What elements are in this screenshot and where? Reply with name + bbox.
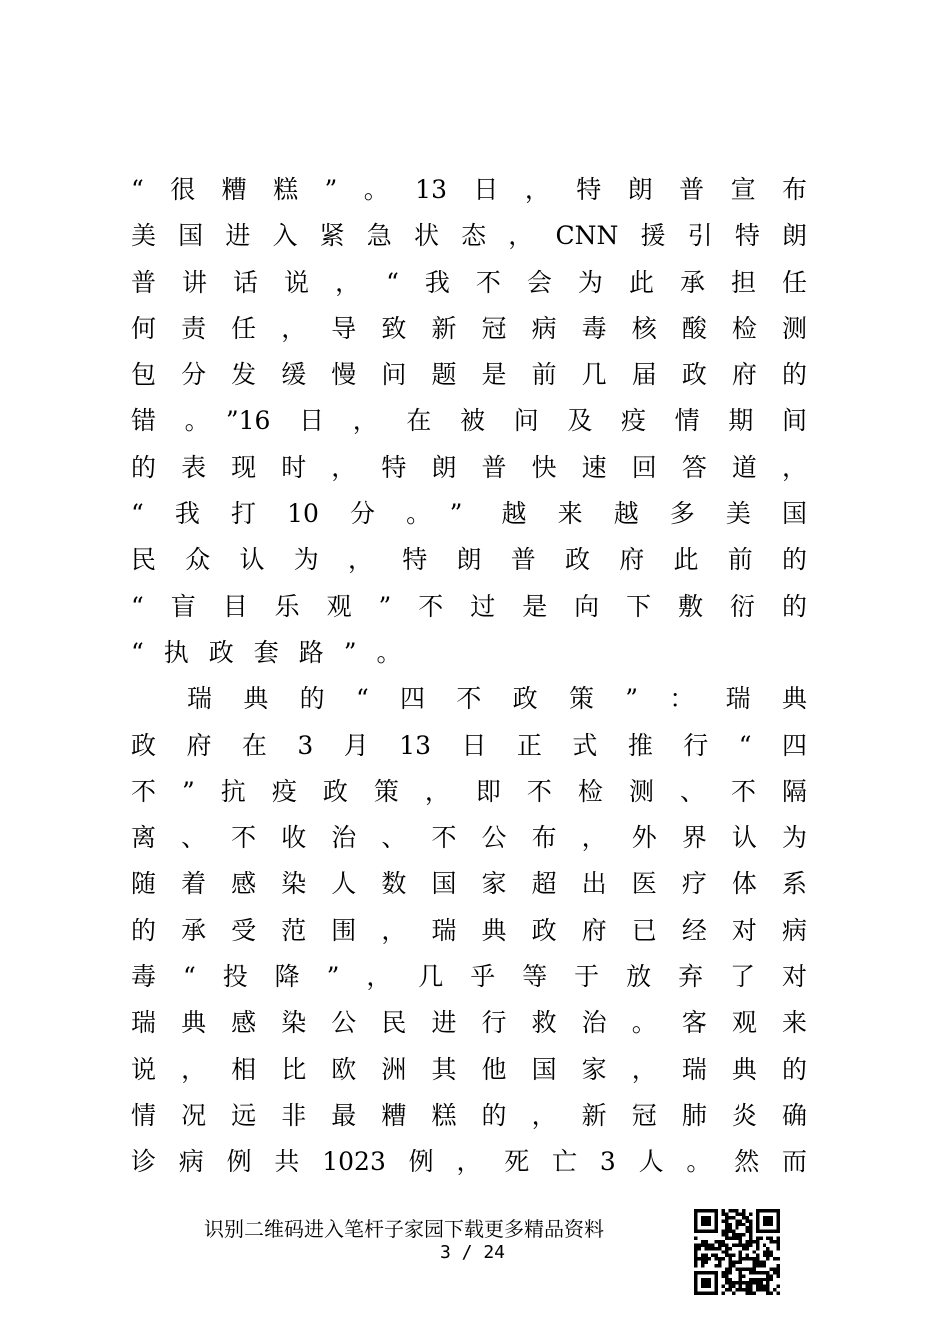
text-line: 何责任，导致新冠病毒核酸检测 bbox=[131, 313, 807, 343]
page-number: 3 / 24 bbox=[440, 1242, 506, 1263]
text-line: 包分发缓慢问题是前几届政府的 bbox=[131, 360, 807, 390]
text-line: “很糟糕”。13日，特朗普宣布 bbox=[131, 175, 807, 204]
text-line: 民众认为，特朗普政府此前的 bbox=[131, 545, 807, 575]
text-line: 情况远非最糟糕的，新冠肺炎确 bbox=[131, 1100, 807, 1130]
text-line: 错。”16日，在被问及疫情期间 bbox=[131, 406, 807, 436]
text-line: 不”抗疫政策，即不检测、不隔 bbox=[131, 776, 807, 806]
document-body bbox=[131, 167, 807, 1186]
footer-promo-text: 识别二维码进入笔杆子家园下载更多精品资料 bbox=[204, 1217, 604, 1241]
text-line: 瑞典感染公民进行救治。客观来 bbox=[131, 1008, 807, 1038]
text-line: “盲目乐观”不过是向下敷衍的 bbox=[131, 591, 807, 621]
text-line: 普讲话说，“我不会为此承担任 bbox=[131, 267, 807, 297]
text-line: 随着感染人数国家超出医疗体系 bbox=[131, 869, 807, 899]
text-line: 的承受范围，瑞典政府已经对病 bbox=[131, 915, 807, 945]
text-line: 的表现时，特朗普快速回答道， bbox=[131, 452, 807, 482]
text-line: 诊病例共1023例，死亡3人。然而 bbox=[131, 1147, 807, 1177]
text-line: 毒“投降”，几乎等于放弃了对 bbox=[131, 962, 807, 992]
text-line: 政府在3月13日正式推行“四 bbox=[131, 730, 807, 760]
text-line: “我打10分。” 越来越多美国 bbox=[131, 499, 807, 529]
text-line: 美国进入紧急状态，CNN援引特朗 bbox=[131, 221, 807, 251]
text-line: 说，相比欧洲其他国家，瑞典的 bbox=[131, 1054, 807, 1084]
paragraph-heading-line: 瑞典的“四不政策”：瑞典 bbox=[187, 684, 807, 714]
text-line: “执政套路”。 bbox=[131, 637, 422, 667]
text-line: 离、不收治、不公布，外界认为 bbox=[131, 823, 807, 853]
qr-code-icon[interactable] bbox=[694, 1209, 780, 1295]
